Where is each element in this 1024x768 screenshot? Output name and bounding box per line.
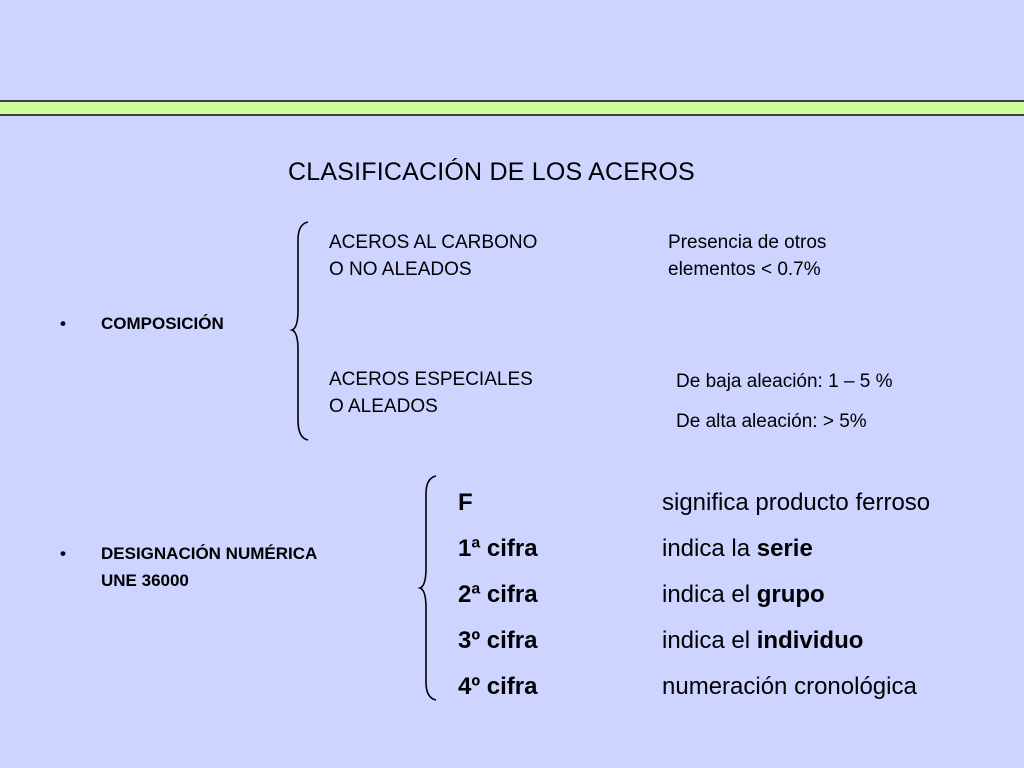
carbono-desc-line2: elementos < 0.7% — [668, 259, 821, 280]
meaning-row: indica la serie — [662, 535, 813, 562]
alta-aleacion: De alta aleación: > 5% — [676, 411, 867, 432]
carbono-desc-line1: Presencia de otros — [668, 232, 827, 253]
designacion-brace — [422, 474, 438, 702]
meaning-row: indica el individuo — [662, 627, 864, 654]
especiales-line1: ACEROS ESPECIALES — [329, 369, 533, 390]
especiales-line2: O ALEADOS — [329, 396, 438, 417]
carbono-line1: ACEROS AL CARBONO — [329, 232, 538, 253]
meaning-row: numeración cronológica — [662, 673, 917, 700]
designacion-label-line2: UNE 36000 — [101, 571, 189, 590]
bullet-dot: • — [60, 314, 66, 333]
designacion-codes — [458, 480, 538, 710]
code-label: 3º cifra — [458, 627, 538, 654]
designacion-label — [101, 540, 317, 594]
code-label: 4º cifra — [458, 673, 538, 700]
meaning-row: indica el grupo — [662, 581, 825, 608]
carbono-desc — [668, 229, 826, 283]
carbono-group — [329, 229, 537, 283]
code-row — [458, 618, 538, 664]
especiales-group — [329, 366, 533, 420]
composicion-label: COMPOSICIÓN — [101, 314, 224, 333]
code-row — [458, 480, 538, 526]
meaning-row: significa producto ferroso — [662, 489, 931, 516]
code-row — [458, 526, 538, 572]
baja-aleacion: De baja aleación: 1 – 5 % — [676, 371, 893, 392]
code-label: F — [458, 489, 473, 516]
header-accent-bar — [0, 100, 1024, 116]
code-row — [458, 664, 538, 710]
code-label: 1ª cifra — [458, 535, 538, 562]
code-row — [458, 572, 538, 618]
designacion-label-line1: DESIGNACIÓN NUMÉRICA — [101, 544, 318, 563]
bullet-dot: • — [60, 544, 66, 563]
code-label: 2ª cifra — [458, 581, 538, 608]
carbono-line2: O NO ALEADOS — [329, 259, 472, 280]
designacion-meanings — [662, 480, 930, 710]
slide-title: CLASIFICACIÓN DE LOS ACEROS — [288, 158, 695, 186]
composicion-brace — [294, 220, 310, 442]
